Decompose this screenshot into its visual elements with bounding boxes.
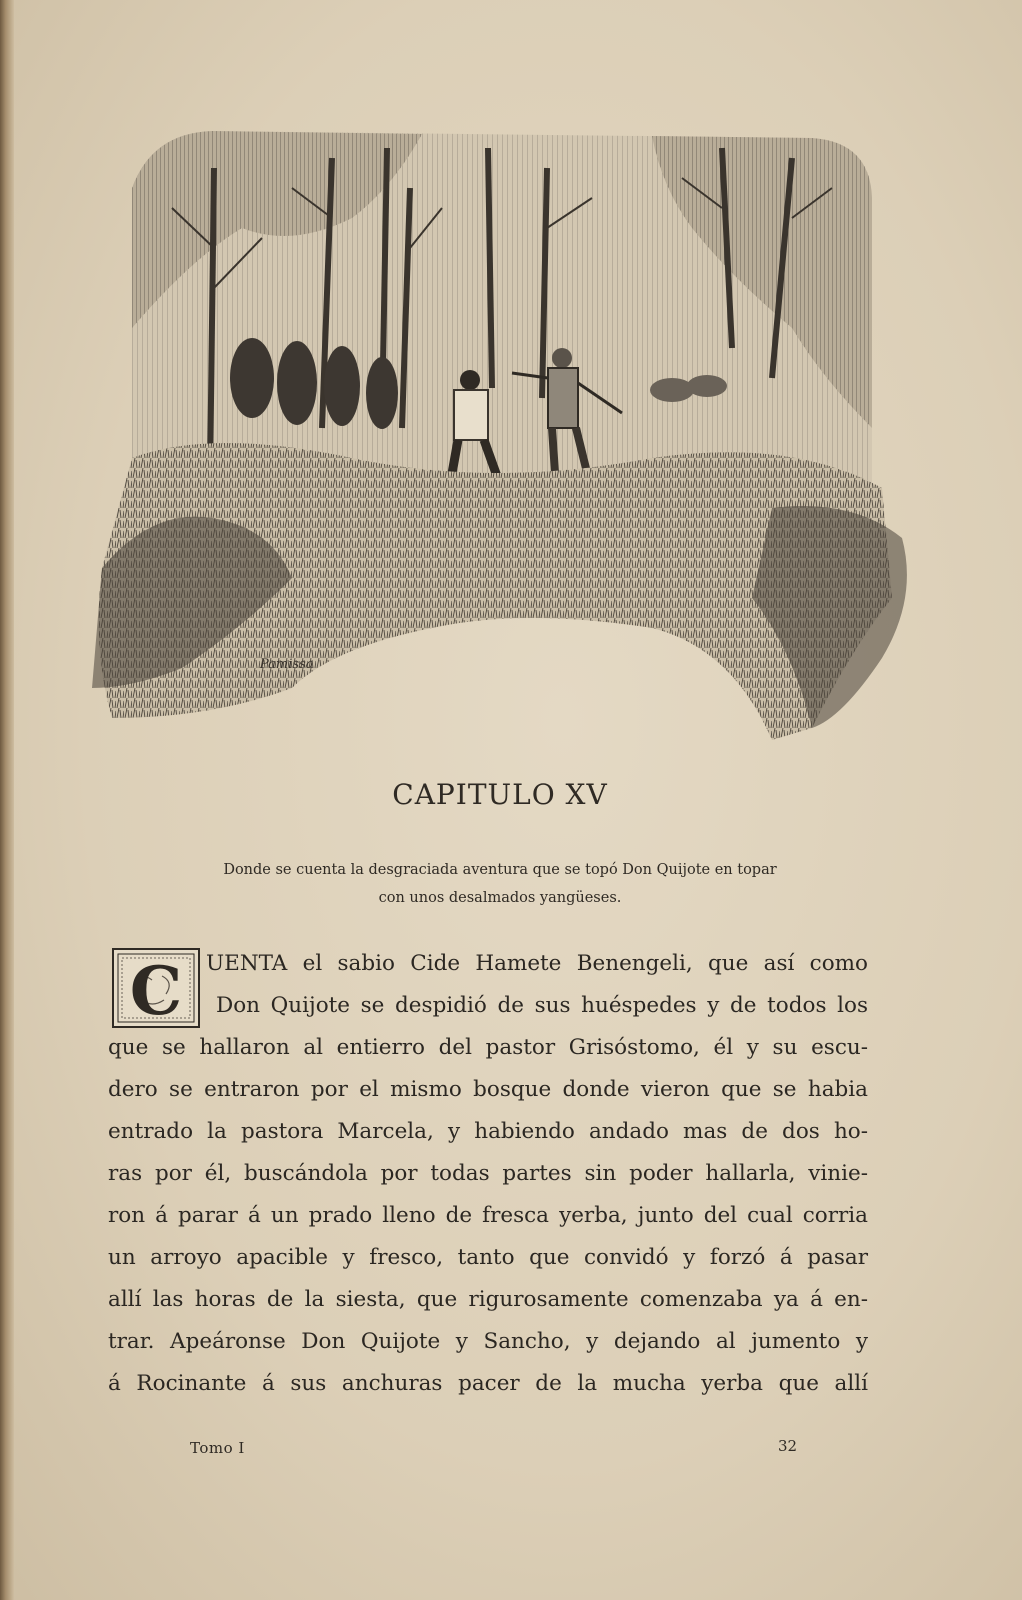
body-line: dero se entraron por el mismo bosque donde vieron que se habia [108,1077,868,1102]
forest-fight-engraving-icon [92,128,918,740]
chapter-title: CAPITULO XV [392,778,608,811]
page-number: 32 [778,1437,798,1455]
body-line: ron á parar á un prado lleno de fresca yerba, junto del cual corria [108,1203,868,1228]
subtitle-line: con unos desalmados yangüeses. [378,890,622,906]
body-line: trar. Apeáronse Don Quijote y Sancho, y dejando al jumento y [108,1329,868,1354]
volume-label: Tomo I [190,1439,245,1457]
drop-cap [112,948,200,1028]
body-line: UENTA el sabio Cide Hamete Benengeli, que así como [206,951,868,976]
body-line: un arroyo apacible y fresco, tanto que convidó y forzó á pasar [108,1245,868,1270]
body-line: Don Quijote se despidió de sus huéspedes y de todos los [216,993,868,1018]
body-line: entrado la pastora Marcela, y habiendo andado mas de dos ho- [108,1119,868,1144]
body-line: allí las horas de la siesta, que rigurosamente comenzaba ya á en- [108,1287,868,1312]
body-line: que se hallaron al entierro del pastor Grisóstomo, él y su escu- [108,1035,868,1060]
chapter-illustration [92,128,918,740]
drop-cap-letter: C [129,952,183,1028]
subtitle-line: Donde se cuenta la desgraciada aventura que se topó Don Quijote en topar [223,862,777,878]
body-line: á Rocinante á sus anchuras pacer de la mucha yerba que allí [108,1371,868,1396]
body-line: ras por él, buscándola por todas partes sin poder hallarla, vinie- [108,1161,868,1186]
chapter-subtitle [180,856,820,912]
illustration-signature: Pamissa [260,657,314,672]
